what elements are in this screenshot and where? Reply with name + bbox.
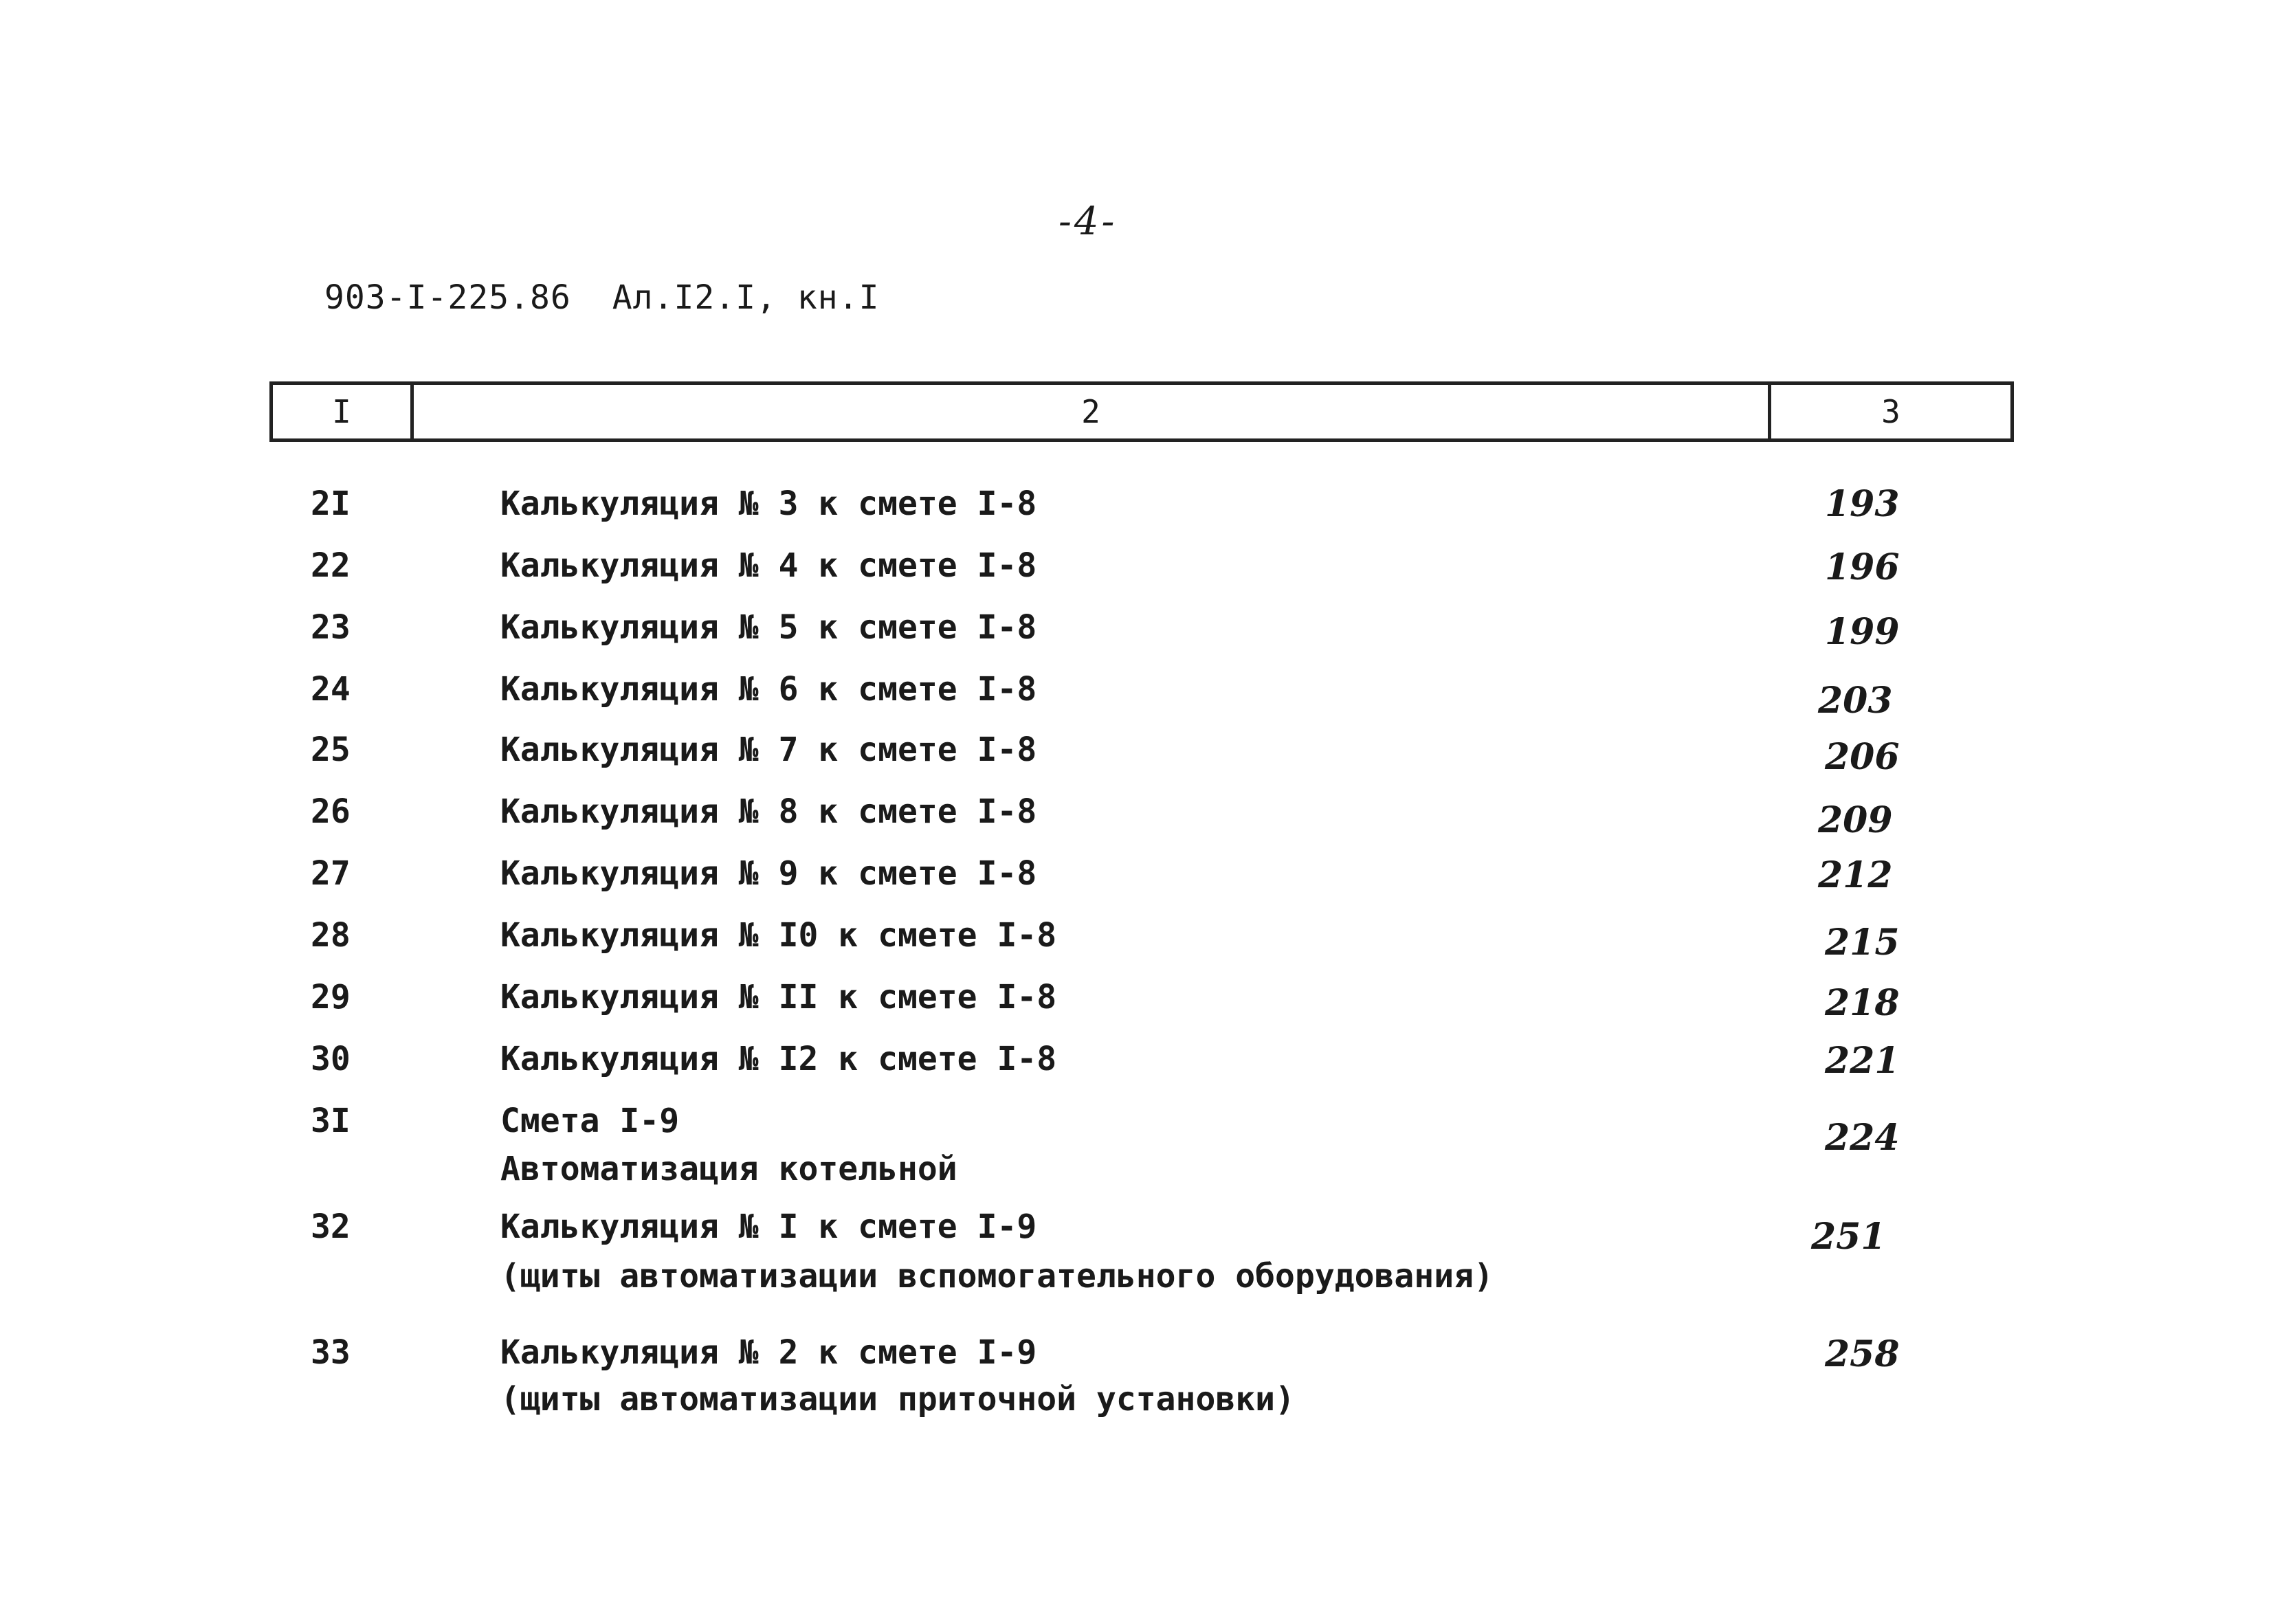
row-page: 206 [1825,736,1900,778]
row-page: 251 [1811,1216,1886,1258]
row-number: 3I [311,1102,351,1140]
row-page: 196 [1825,546,1900,588]
row-title: Калькуляция № 7 к смете I-8 [500,731,1037,769]
row-subtitle: Автоматизация котельной [500,1150,957,1188]
row-page: 209 [1818,799,1893,841]
row-title: Калькуляция № 4 к смете I-8 [500,546,1037,585]
row-page: 193 [1825,483,1900,525]
album-reference: Ал.I2.I, кн.I [612,278,880,317]
page-number: -4- [1058,199,1118,244]
row-title: Калькуляция № 2 к смете I-9 [500,1333,1037,1372]
row-title: Калькуляция № 6 к смете I-8 [500,670,1037,709]
row-number: 27 [311,854,351,893]
row-number: 24 [311,670,351,709]
row-page: 212 [1818,854,1893,896]
column-header-1: I [273,385,414,438]
doc-code-number: 903-I-225.86 [324,278,571,317]
row-page: 221 [1825,1040,1900,1082]
column-header-2: 2 [414,385,1771,438]
row-title: Калькуляция № 5 к смете I-8 [500,608,1037,647]
row-title: Калькуляция № I0 к смете I-8 [500,916,1057,955]
document-code [324,278,879,317]
row-page: 258 [1825,1333,1900,1375]
column-header-3: 3 [1881,393,1900,430]
row-title: Калькуляция № 9 к смете I-8 [500,854,1037,893]
row-number: 23 [311,608,351,647]
row-number: 33 [311,1333,351,1372]
row-title: Калькуляция № 3 к смете I-8 [500,485,1037,523]
row-page: 218 [1825,982,1900,1024]
row-number: 32 [311,1208,351,1246]
row-number: 22 [311,546,351,585]
row-subtitle: (щиты автоматизации вспомогательного оборудования) [500,1257,1494,1295]
row-number: 2I [311,485,351,523]
row-title: Калькуляция № II к смете I-8 [500,978,1057,1016]
row-number: 29 [311,978,351,1016]
row-number: 25 [311,731,351,769]
row-page: 224 [1825,1117,1900,1159]
row-title: Калькуляция № I к смете I-9 [500,1208,1037,1246]
row-page: 203 [1818,680,1893,722]
row-title: Смета I-9 [500,1102,680,1140]
row-page: 215 [1825,922,1900,964]
row-page: 199 [1825,611,1900,653]
row-number: 30 [311,1040,351,1078]
row-number: 28 [311,916,351,955]
row-subtitle: (щиты автоматизации приточной установки) [500,1380,1295,1419]
row-title: Калькуляция № I2 к смете I-8 [500,1040,1057,1078]
row-number: 26 [311,792,351,831]
row-title: Калькуляция № 8 к смете I-8 [500,792,1037,831]
table-header [269,381,2014,442]
